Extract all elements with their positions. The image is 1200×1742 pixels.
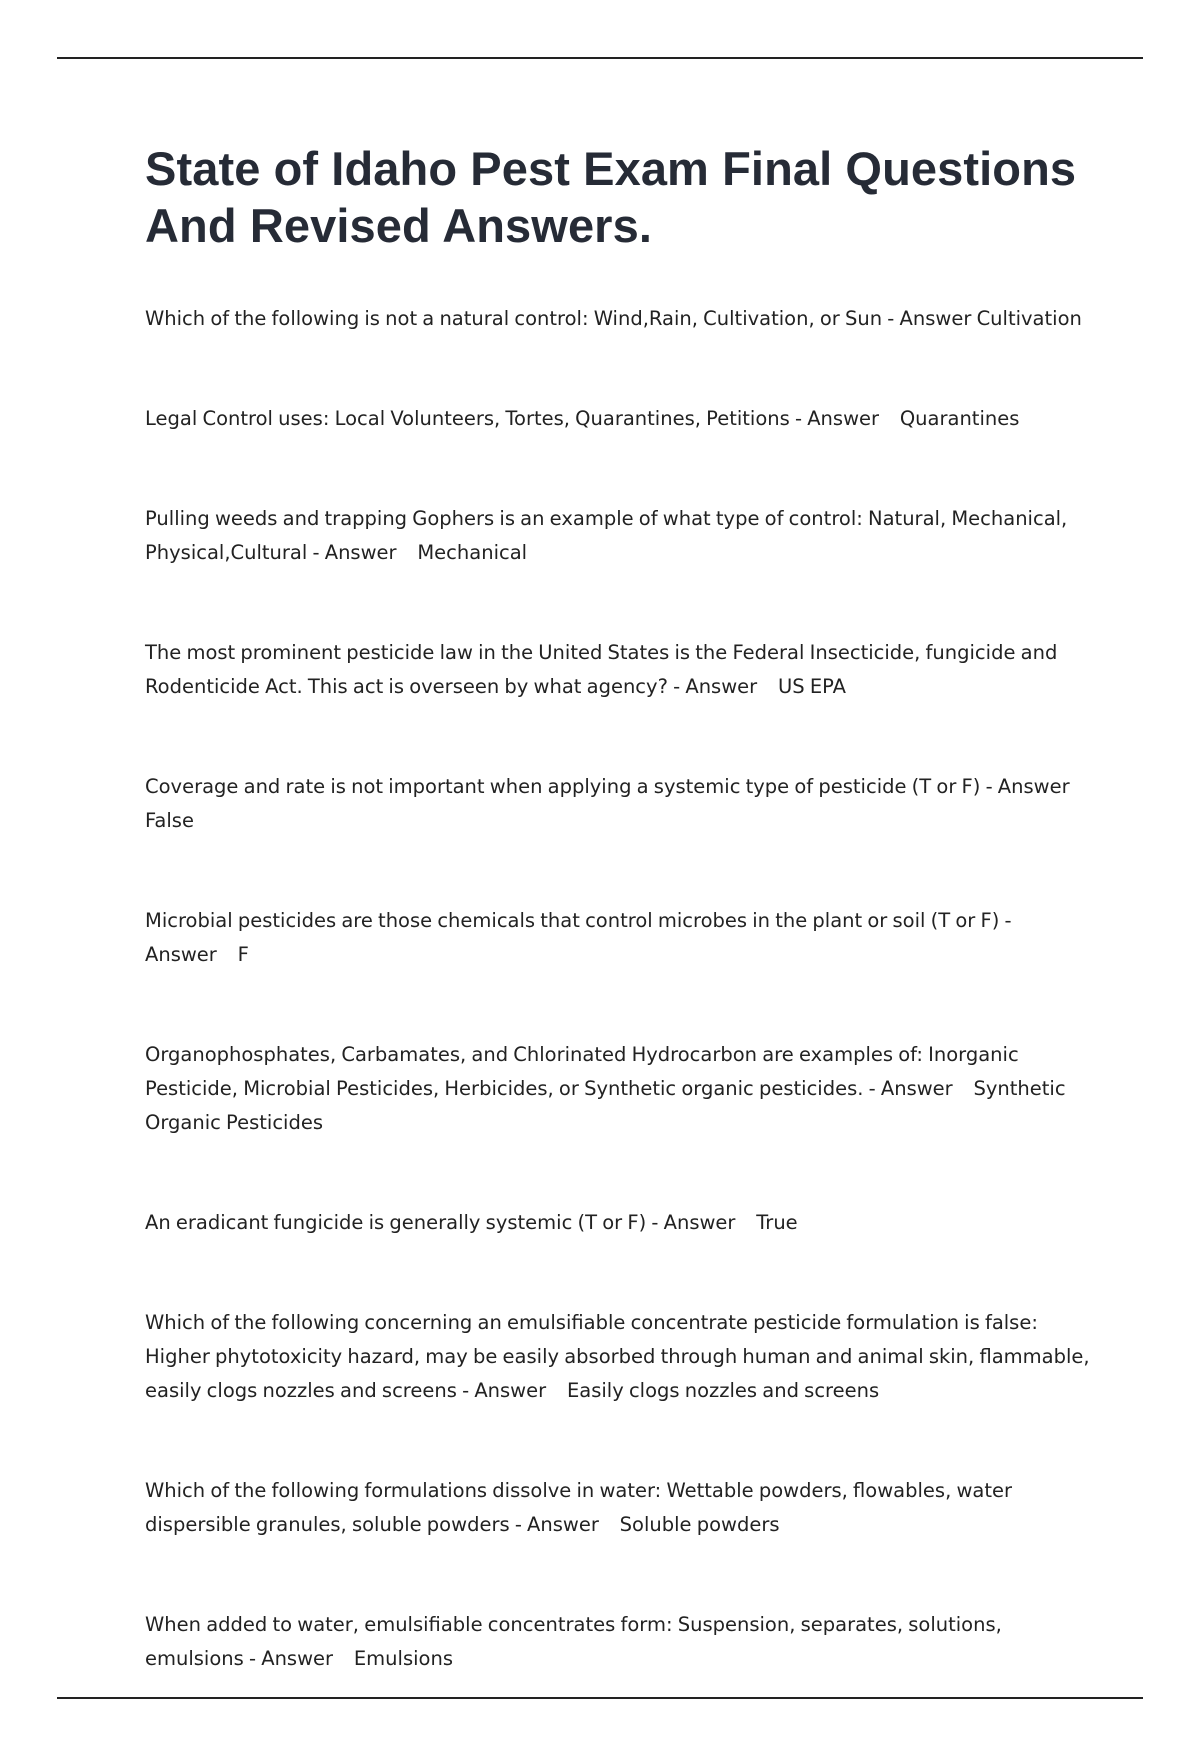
qa-item: [145, 302, 1090, 336]
question-text: Which of the following is not a natural control: Wind,Rain, Cultivation, or Sun - Answer: [145, 307, 972, 330]
qa-item: [145, 1206, 1090, 1240]
qa-item: [145, 1306, 1095, 1408]
question-text: Pulling weeds and trapping Gophers is an example of what type of control: Natural, Mechanical, Physical,Cultural - Answer: [145, 507, 1073, 564]
question-text: Which of the following formulations dissolve in water: Wettable powders, flowables, water dispersible granules, soluble powders - Answer: [145, 1479, 1018, 1536]
answer-text: F: [237, 943, 249, 966]
qa-item: [145, 1474, 1090, 1542]
qa-item: [145, 770, 1090, 838]
answer-text: Cultivation: [976, 307, 1082, 330]
answer-text: Mechanical: [417, 541, 528, 564]
bottom-divider: [57, 1697, 1143, 1699]
answer-text: Easily clogs nozzles and screens: [566, 1379, 880, 1402]
question-text: Microbial pesticides are those chemicals that control microbes in the plant or soil (T or F) - Answer: [145, 909, 1017, 966]
qa-item: [145, 1038, 1090, 1140]
answer-text: Quarantines: [899, 407, 1020, 430]
question-text: Legal Control uses: Local Volunteers, Tortes, Quarantines, Petitions - Answer: [145, 407, 880, 430]
qa-item: [145, 502, 1090, 570]
question-text: An eradicant fungicide is generally systemic (T or F) - Answer: [145, 1211, 736, 1234]
question-text: Coverage and rate is not important when applying a systemic type of pesticide (T or F) - Answer: [145, 775, 1070, 798]
document-title: State of Idaho Pest Exam Final Questions And Revised Answers.: [145, 142, 1077, 252]
qa-item: [145, 402, 1090, 436]
question-text: Organophosphates, Carbamates, and Chlorinated Hydrocarbon are examples of: Inorganic Pesticide, Microbial Pesticides, Herbicides, or Synthetic organic pesticides. - Answer: [145, 1043, 1024, 1100]
answer-text: US EPA: [777, 675, 846, 698]
qa-item: [145, 636, 1090, 704]
question-text: When added to water, emulsifiable concentrates form: Suspension, separates, solutions, emulsions - Answer: [145, 1613, 1008, 1670]
question-text: Which of the following concerning an emulsifiable concentrate pesticide formulation is false: Higher phytotoxicity hazard, may be easily absorbed through human and animal skin, flammable, easily clogs nozzles and screens - Answer: [145, 1311, 1095, 1402]
answer-text: False: [145, 809, 194, 832]
qa-item: [145, 1608, 1090, 1676]
qa-item: [145, 904, 1090, 972]
answer-text: Synthetic Organic Pesticides: [145, 1077, 1071, 1134]
answer-text: True: [756, 1211, 798, 1234]
answer-text: Soluble powders: [619, 1513, 780, 1536]
top-divider: [57, 57, 1143, 59]
question-text: The most prominent pesticide law in the United States is the Federal Insecticide, fungicide and Rodenticide Act. This act is overseen by what agency? - Answer: [145, 641, 1063, 698]
qa-list: [145, 302, 1095, 1676]
document-page: [145, 140, 1095, 1742]
answer-text: Emulsions: [353, 1647, 453, 1670]
